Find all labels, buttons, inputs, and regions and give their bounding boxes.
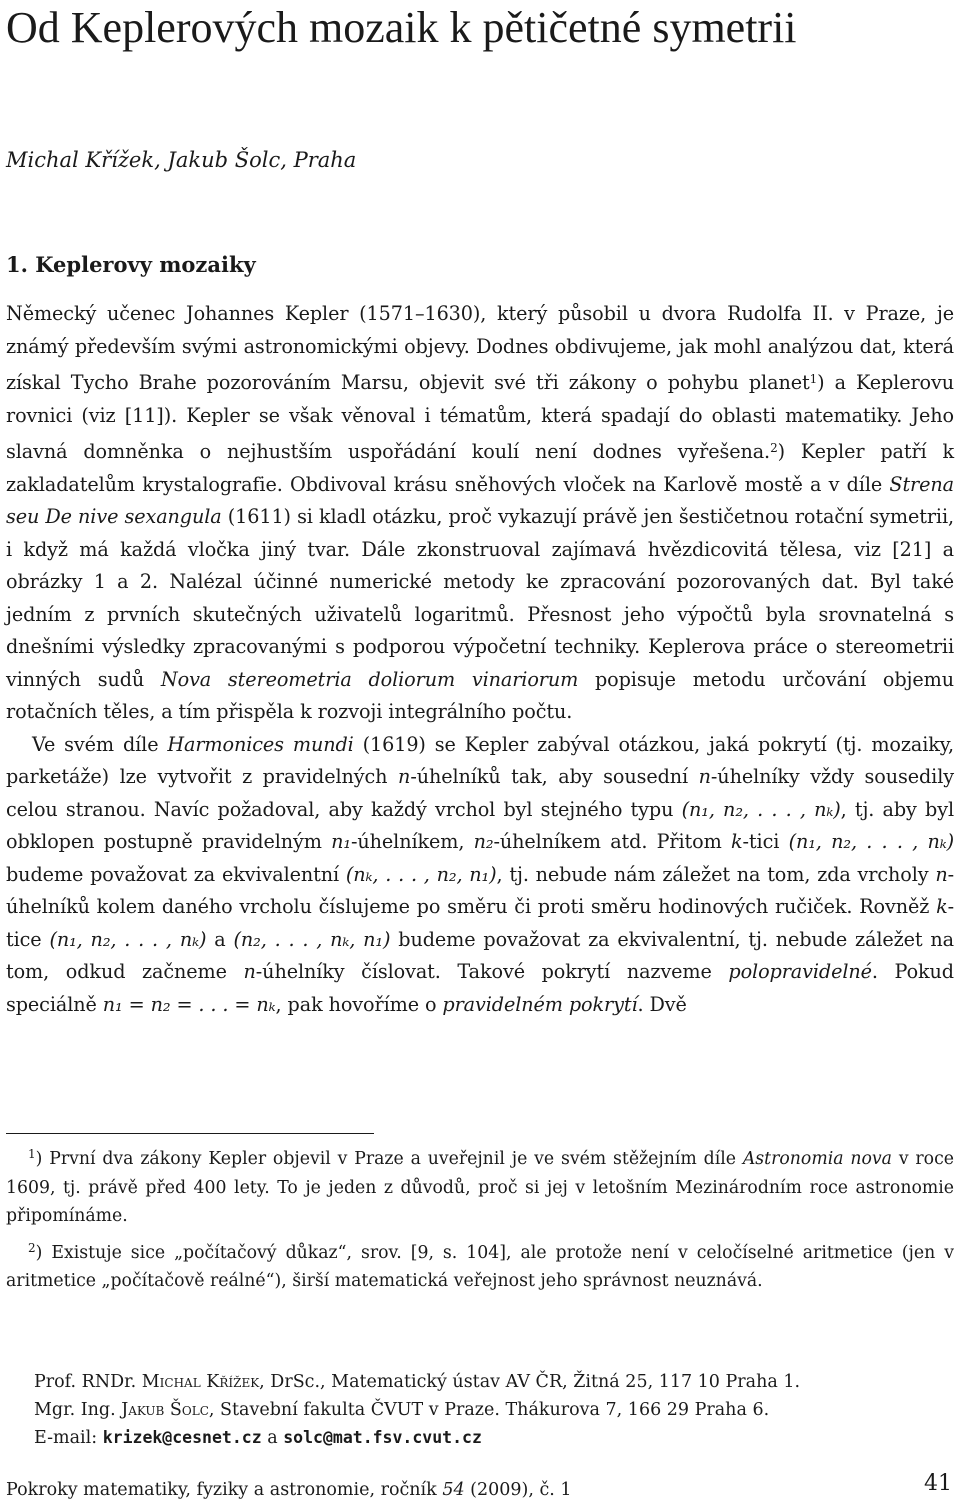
term-pravidelne-pokryti: pravidelném pokrytí [442, 992, 638, 1016]
p2-text: -tici [742, 830, 789, 853]
email-link-1[interactable]: krizek@cesnet.cz [102, 1428, 262, 1447]
work-title-harmonices: Harmonices mundi [167, 732, 354, 756]
affiliation-1-name: Michal Křížek [141, 1372, 260, 1392]
p2-text: budeme považovat za ekvivalentní [6, 862, 346, 886]
p2-text: , pak hovoříme o [275, 992, 443, 1016]
math-equation: n₁ = n₂ = . . . = nₖ [102, 992, 276, 1016]
author-affiliations [34, 1368, 954, 1452]
article-title: Od Keplerových mozaik k pětičetné symetrii [6, 3, 797, 52]
p2-text: -úhelníky vždy sousedily celou stranou. Navíc požadoval, aby každý vrchol byl stejného typu [6, 765, 954, 821]
footnote-2 [6, 1234, 954, 1296]
p2-text: , tj. aby byl obklopen postupně pravidelným [6, 797, 954, 853]
p1-text-4: (1611) si kladl otázku, proč vykazují právě jen šestičetnou rotační symetrii, i když má každá vločka jiný tvar. Dále zkonstruoval zajímavá hvězdicovitá tělesa, viz [21] a obrázky 1 a 2. Nalézal účinné numerické metody ke zpracování pozorovaných dat. Byl také jedním z prvních skutečných uživatelů logaritmů. Přesnost jeho výpočtů byla srovnatelná s dnešními výsledky zpracovanými s podporou výpočetní techniky. Keplerova práce o stereometrii vinných sudů [6, 505, 954, 691]
work-title-strena: Strena seu De nive sexangula [6, 472, 954, 528]
journal-citation [6, 1476, 572, 1504]
p2-text: -úhelníky číslovat. Takové pokrytí nazveme [255, 960, 729, 983]
affiliation-1 [34, 1368, 954, 1396]
p2-text: , tj. nebude nám záležet na tom, zda vrcholy [496, 862, 936, 886]
work-title-nova-stereometria: Nova stereometria doliorum vinariorum [160, 667, 579, 691]
p1-text-5: popisuje metodu určování objemu rotačních těles, a tím přispěla k rozvoji integrálního počtu. [6, 667, 954, 723]
p2-text: -tice [6, 895, 954, 951]
p2-text: -úhelníkem atd. Přitom [493, 830, 732, 853]
article-body [6, 298, 954, 1021]
p2-text: -úhelníků tak, aby sousední [410, 765, 699, 788]
affiliation-2 [34, 1396, 954, 1424]
math-tuple: (n₂, . . . , nₖ, n₁) [233, 927, 391, 951]
footnote-2-mark: 2 [28, 1240, 36, 1255]
email-line [34, 1424, 954, 1452]
affiliation-2-address: , Stavební fakulta ČVUT v Praze. Thákurova 7, 166 29 Praha 6. [208, 1400, 770, 1420]
term-polopravidelne: polopravidelné [728, 960, 872, 983]
p2-text: budeme považovat za ekvivalentní, tj. nebude záležet na tom, odkud začneme [6, 927, 954, 983]
article-authors: Michal Křížek, Jakub Šolc, Praha [6, 148, 357, 172]
section-heading [6, 252, 256, 277]
p2-text: Ve svém díle [32, 732, 168, 756]
footnote-rule [6, 1133, 374, 1134]
email-link-2[interactable]: solc@mat.fsv.cvut.cz [283, 1428, 482, 1447]
footnote-ref-2[interactable]: 2 [770, 441, 778, 455]
work-title-astronomia-nova: Astronomia nova [742, 1149, 892, 1169]
math-tuple: (n₁, n₂, . . . , nₖ) [788, 830, 954, 853]
footnote-1 [6, 1140, 954, 1231]
math-n2: n₂ [473, 830, 494, 853]
paragraph-1 [6, 298, 954, 729]
journal-issue: (2009), č. 1 [464, 1480, 572, 1500]
p1-text-2: ) a Keplerovu rovnici (viz [11]). Kepler se však věnoval i tématům, která spadají do oblasti matematiky. Jeho slavná domněnka o nejhustším uspořádání koulí není dodnes vyřešena. [6, 371, 954, 463]
math-n: n [698, 765, 711, 788]
math-tuple: (n₁, n₂, . . . , nₖ) [49, 927, 207, 951]
affiliation-1-title: Prof. RNDr. [34, 1372, 142, 1392]
math-k: k [731, 830, 743, 853]
p2-text: . Dvě [637, 992, 687, 1016]
affiliation-2-title: Mgr. Ing. [34, 1400, 122, 1420]
page-number: 41 [924, 1471, 952, 1496]
math-n: n [398, 765, 411, 788]
footnote-2-text: ) Existuje sice „počítačový důkaz“, srov. [9, s. 104], ale protože není v celočíselné aritmetice (jen v aritmetice „počítačově reálné“), širší matematická veřejnost jeho správnost neuznává. [6, 1242, 954, 1291]
math-k: k [936, 895, 948, 918]
math-n1: n₁ [331, 830, 351, 853]
affiliation-2-name: Jakub Šolc [121, 1400, 209, 1420]
p2-text: -úhelníkem, [351, 830, 474, 853]
footnote-1-mark: 1 [28, 1147, 36, 1161]
footnote-1-text: v roce 1609, tj. právě před 400 lety. To je jeden z důvodů, proč si jej v letošním Mezinárodním roce astronomie připomínáme. [6, 1149, 954, 1226]
footnote-1-text: ) První dva zákony Kepler objevil v Praze a uveřejnil je ve svém stěžejním díle [35, 1149, 743, 1169]
p2-text: a [206, 927, 234, 951]
journal-volume: 54 [442, 1480, 465, 1500]
email-label: E-mail: [34, 1428, 103, 1448]
affiliation-1-address: , DrSc., Matematický ústav AV ČR, Žitná 25, 117 10 Praha 1. [259, 1372, 801, 1392]
p1-text-1: Německý učenec Johannes Kepler (1571–1630), který působil u dvora Rudolfa II. v Praze, je známý především svými astronomickými objevy. Dodnes obdivujeme, jak mohl analýzou dat, která získal Tycho Brahe pozorováním Marsu, objevit své tři zákony o pohybu planet [6, 302, 954, 394]
p2-text: . Pokud speciálně [6, 960, 954, 1016]
email-conjunction: a [261, 1428, 284, 1448]
section-title: Keplerovy mozaiky [35, 252, 256, 277]
math-n: n [935, 862, 948, 886]
math-tuple: (nₖ, . . . , n₂, n₁) [345, 862, 497, 886]
paragraph-2 [6, 729, 954, 1022]
journal-name: Pokroky matematiky, fyziky a astronomie, ročník [6, 1480, 443, 1500]
section-number: 1. [6, 252, 28, 277]
p2-text: -úhelníků kolem daného vrcholu číslujeme po směru či proti směru hodinových ručiček. Rovněž [6, 862, 954, 918]
footnotes [6, 1140, 954, 1296]
p2-text: (1619) se Kepler zabýval otázkou, jaká pokrytí (tj. mozaiky, parketáže) lze vytvořit z pravidelných [6, 732, 954, 788]
math-n: n [243, 960, 256, 983]
math-tuple: (n₁, n₂, . . . , nₖ) [681, 797, 841, 821]
footnote-ref-1[interactable]: 1 [809, 372, 818, 386]
p1-text-3: ) Kepler patří k zakladatelům krystalografie. Obdivoval krásu sněhových vloček na Karlově mostě a v díle [6, 440, 954, 496]
